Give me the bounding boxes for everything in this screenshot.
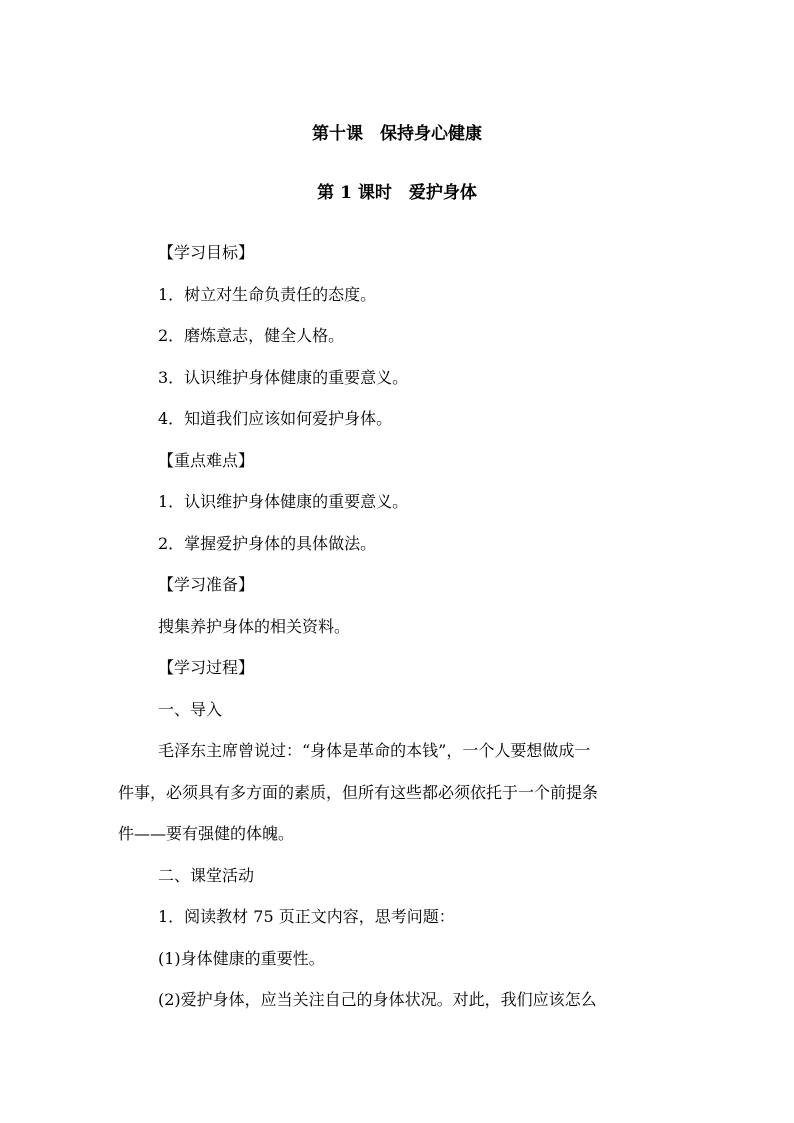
preparation-heading: 【学习准备】 bbox=[158, 575, 255, 594]
activity-line-1: 1．阅读教材 75 页正文内容，思考问题： bbox=[158, 907, 455, 926]
objective-item-4: 4．知道我们应该如何爱护身体。 bbox=[158, 409, 393, 428]
objectives-heading: 【学习目标】 bbox=[158, 243, 255, 262]
key-point-item-1: 1．认识维护身体健康的重要意义。 bbox=[158, 492, 409, 511]
objective-item-1: 1．树立对生命负责任的态度。 bbox=[158, 285, 377, 304]
preparation-text: 搜集养护身体的相关资料。 bbox=[158, 617, 351, 636]
process-heading: 【学习过程】 bbox=[158, 658, 255, 677]
lesson-title: 第十课 保持身心健康 bbox=[312, 124, 482, 144]
intro-paragraph-line-2: 件事，必须具有多方面的素质，但所有这些都必须依托于一个前提条 bbox=[118, 783, 599, 802]
key-points-heading: 【重点难点】 bbox=[158, 451, 255, 470]
key-point-item-2: 2．掌握爱护身体的具体做法。 bbox=[158, 534, 377, 553]
activity-line-2: (1)身体健康的重要性。 bbox=[158, 949, 325, 968]
activity-heading: 二、课堂活动 bbox=[158, 866, 255, 885]
intro-paragraph-line-3: 件——要有强健的体魄。 bbox=[118, 824, 295, 843]
lesson-subtitle: 第 1 课时 爱护身体 bbox=[317, 183, 477, 203]
intro-heading: 一、导入 bbox=[158, 700, 223, 719]
objective-item-3: 3．认识维护身体健康的重要意义。 bbox=[158, 368, 409, 387]
activity-line-3: (2)爱护身体，应当关注自己的身体状况。对此，我们应该怎么 bbox=[158, 990, 597, 1009]
objective-item-2: 2．磨炼意志，健全人格。 bbox=[158, 326, 345, 345]
intro-paragraph-line-1: 毛泽东主席曾说过：“身体是革命的本钱”，一个人要想做成一 bbox=[158, 741, 591, 760]
